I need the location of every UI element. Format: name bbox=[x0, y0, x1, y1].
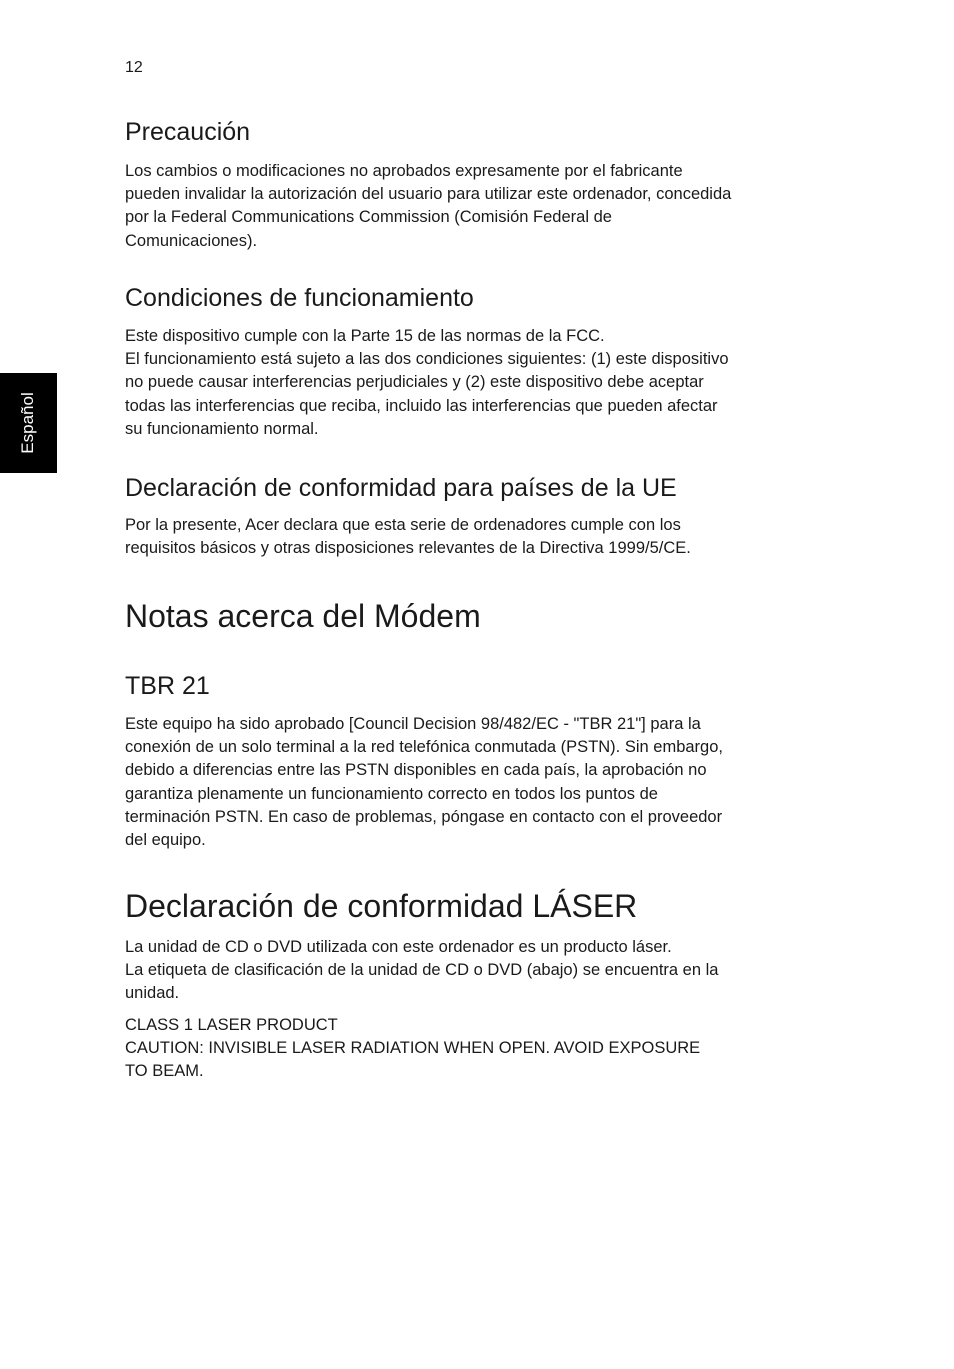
heading-declaracion-ue: Declaración de conformidad para países de la UE bbox=[125, 474, 677, 502]
text-line: Por la presente, Acer declara que esta serie de ordenadores cumple con los bbox=[125, 516, 681, 534]
language-tab-label: Español bbox=[18, 392, 37, 454]
text-line: Los cambios o modificaciones no aprobados expresamente por el fabricante bbox=[125, 162, 683, 180]
language-side-tab bbox=[0, 373, 57, 473]
text-line: debido a diferencias entre las PSTN disponibles en cada país, la aprobación no bbox=[125, 761, 707, 780]
heading-notas-modem: Notas acerca del Módem bbox=[125, 598, 481, 634]
text-line: TO BEAM. bbox=[125, 1062, 204, 1081]
text-line: CAUTION: INVISIBLE LASER RADIATION WHEN OPEN. AVOID EXPOSURE bbox=[125, 1039, 701, 1058]
heading-laser: Declaración de conformidad LÁSER bbox=[125, 888, 638, 924]
text-line: todas las interferencias que reciba, incluido las interferencias que pueden afectar bbox=[125, 396, 718, 415]
text-line: La unidad de CD o DVD utilizada con este ordenador es un producto láser. bbox=[125, 938, 672, 956]
text-line: por la Federal Communications Commission (Comisión Federal de bbox=[125, 208, 612, 227]
heading-precaucion: Precaución bbox=[125, 118, 251, 146]
text-line: La etiqueta de clasificación de la unidad de CD o DVD (abajo) se encuentra en la bbox=[125, 961, 719, 980]
paragraph-condiciones bbox=[125, 325, 825, 441]
text-line: Este equipo ha sido aprobado [Council Decision 98/482/EC - "TBR 21"] para la bbox=[125, 715, 701, 733]
text-line: del equipo. bbox=[125, 831, 206, 850]
text-line: CLASS 1 LASER PRODUCT bbox=[125, 1016, 338, 1034]
paragraph-precaucion bbox=[125, 160, 825, 253]
text-line: requisitos básicos y otras disposiciones relevantes de la Directiva 1999/5/CE. bbox=[125, 539, 691, 558]
paragraph-tbr21 bbox=[125, 713, 825, 852]
text-line: unidad. bbox=[125, 984, 180, 1003]
page-number: 12 bbox=[125, 59, 143, 76]
text-line: Comunicaciones). bbox=[125, 231, 258, 250]
paragraph-laser bbox=[125, 936, 825, 1006]
text-line: pueden invalidar la autorización del usuario para utilizar este ordenador, concedida bbox=[125, 185, 732, 204]
laser-notice bbox=[125, 1014, 825, 1084]
heading-tbr21: TBR 21 bbox=[125, 672, 210, 700]
paragraph-declaracion-ue bbox=[125, 514, 825, 560]
text-line: no puede causar interferencias perjudiciales y (2) este dispositivo debe aceptar bbox=[125, 373, 704, 392]
text-line: conexión de un solo terminal a la red telefónica conmutada (PSTN). Sin embargo, bbox=[125, 738, 723, 757]
text-line: su funcionamiento normal. bbox=[125, 419, 319, 438]
text-line: garantiza plenamente un funcionamiento correcto en todos los puntos de bbox=[125, 784, 658, 803]
text-line: El funcionamiento está sujeto a las dos condiciones siguientes: (1) este dispositivo bbox=[125, 350, 729, 369]
text-line: Este dispositivo cumple con la Parte 15 de las normas de la FCC. bbox=[125, 327, 605, 345]
text-line: terminación PSTN. En caso de problemas, póngase en contacto con el proveedor bbox=[125, 807, 723, 826]
heading-condiciones: Condiciones de funcionamiento bbox=[125, 284, 474, 312]
